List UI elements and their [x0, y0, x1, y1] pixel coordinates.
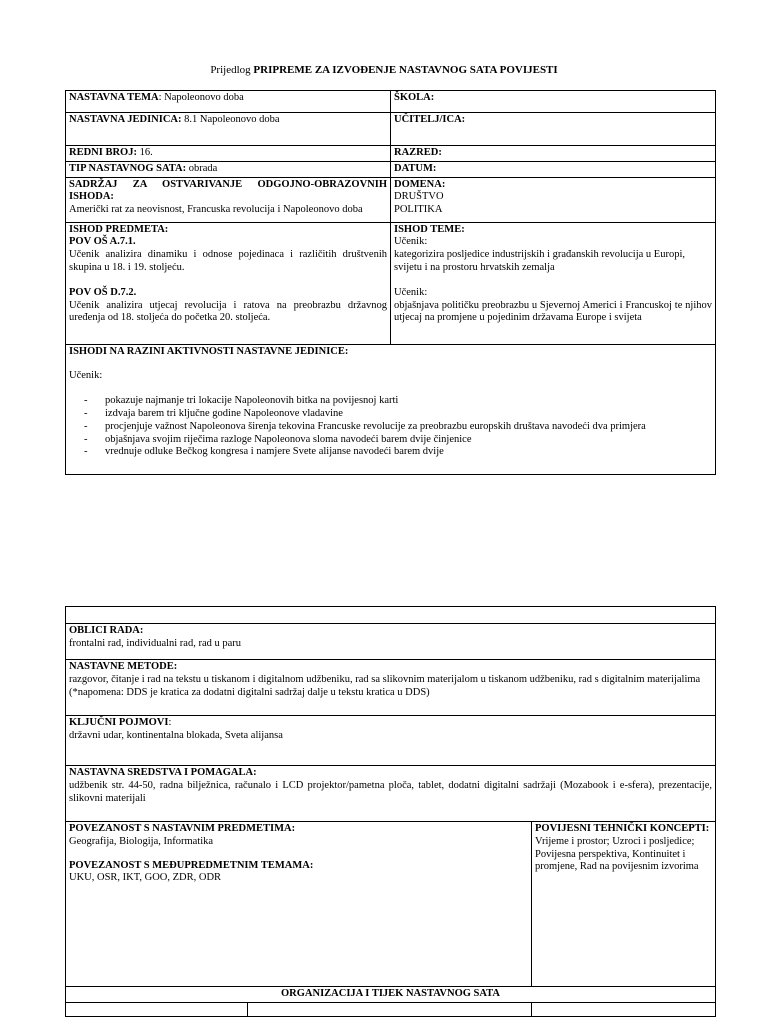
list-item: - pokazuje najmanje tri lokacije Napoleonovih bitka na povijesnoj karti: [105, 395, 712, 408]
list-item: - procjenjuje važnost Napoleonova širenja tekovina Francuske revolucije za preobrazbu europskih društava navodeći dva primjera: [105, 421, 712, 434]
table-cell: [66, 1003, 248, 1017]
pojmovi-colon: :: [168, 717, 172, 728]
ishod-predmeta-label: ISHOD PREDMETA:: [69, 223, 169, 235]
ucitelj-cell: UČITELJ/ICA:: [391, 113, 716, 146]
ishodi-ucenik: Učenik:: [69, 370, 103, 382]
domena-item-1: DRUŠTVO: [394, 191, 444, 203]
title-main: PRIPREME ZA IZVOĐENJE NASTAVNOG SATA POVIJESTI: [253, 64, 558, 76]
table-cell: [532, 1003, 716, 1017]
pov-a-text: Učenik analizira dinamiku i odnose pojedinaca i različitih društvenih skupina u 18. i 19. stoljeću.: [69, 249, 387, 273]
lesson-details-table: [65, 606, 716, 1017]
domena-label: DOMENA:: [394, 178, 446, 190]
list-item: - izdvaja barem tri ključne godine Napoleonove vladavine: [105, 408, 712, 421]
tip-label: TIP NASTAVNOG SATA:: [69, 162, 187, 174]
povezanost-teme-label: POVEZANOST S MEĐUPREDMETNIM TEMAMA:: [69, 859, 314, 871]
ishod-teme-ucenik-2: Učenik:: [394, 286, 428, 298]
table-cell: [248, 1003, 532, 1017]
jedinica-cell: [66, 113, 391, 146]
metode-note: (*napomena: DDS je kratica za dodatni digitalni sadržaj dalje u tekstu kratica u DDS): [69, 686, 430, 698]
metode-value: razgovor, čitanje i rad na tekstu u tiskanom i digitalnom udžbeniku, rad sa slikovnim materijalom u tiskanom udžbeniku, rad s digitalnim materijalima: [69, 673, 701, 685]
sadrzaj-cell: [66, 177, 391, 222]
pojmovi-cell: [66, 716, 716, 766]
jedinica-label: NASTAVNA JEDINICA:: [69, 114, 182, 125]
ishod-teme-text-2: objašnjava političku preobrazbu u Sjevernoj Americi i Francuskoj te njihov utjecaj na promjene u pojedinim državama Europe i svijeta: [394, 299, 712, 324]
datum-cell: DATUM:: [391, 161, 716, 177]
tip-value: obrada: [186, 162, 218, 174]
sadrzaj-value: Američki rat za neovisnost, Francuska revolucija i Napoleonovo doba: [69, 204, 363, 216]
tema-value: : Napoleonovo doba: [158, 92, 244, 103]
razred-cell: RAZRED:: [391, 146, 716, 162]
koncepti-value: Vrijeme i prostor; Uzroci i posljedice; Povijesna perspektiva, Kontinuitet i promjene, Rad na povijesnim izvorima: [535, 835, 699, 873]
oblici-cell: [66, 624, 716, 660]
ishodi-label: ISHODI NA RAZINI AKTIVNOSTI NASTAVNE JEDINICE:: [69, 345, 349, 357]
redni-value: 16.: [136, 147, 153, 158]
domena-cell: [391, 177, 716, 222]
metode-label: NASTAVNE METODE:: [69, 661, 178, 672]
sadrzaj-label: SADRŽAJ ZA OSTVARIVANJE ODGOJNO-OBRAZOVNIH ISHODA:: [69, 178, 387, 203]
list-item: - objašnjava svojim riječima razloge Napoleonova sloma navodeći barem dvije činjenice: [105, 434, 712, 447]
ishod-teme-label: ISHOD TEME:: [394, 223, 465, 235]
oblici-label: OBLICI RADA:: [69, 625, 144, 636]
pojmovi-label: KLJUČNI POJMOVI: [69, 717, 169, 728]
spacer-cell: [66, 607, 716, 624]
skola-cell: ŠKOLA:: [391, 91, 716, 113]
domena-item-2: POLITIKA: [394, 204, 443, 216]
tip-cell: [66, 161, 391, 177]
title-prefix: Prijedlog: [210, 64, 251, 76]
redni-label: REDNI BROJ:: [69, 147, 137, 158]
sredstva-cell: [66, 766, 716, 822]
tema-cell: [66, 91, 391, 113]
ishod-teme-text-1: kategorizira posljedice industrijskih i građanskih revolucija u Europi, svijetu i na prostoru hrvatskih zemalja: [394, 249, 686, 273]
ishodi-list: [69, 395, 712, 459]
ishod-teme-ucenik-1: Učenik:: [394, 236, 428, 248]
sredstva-label: NASTAVNA SREDSTVA I POMAGALA:: [69, 767, 257, 778]
list-item: - vrednuje odluke Bečkog kongresa i namjere Svete alijanse navodeći barem dvije: [105, 446, 712, 459]
redni-cell: [66, 146, 391, 162]
koncepti-cell: [532, 822, 716, 987]
koncepti-label: POVIJESNI TEHNIČKI KONCEPTI:: [535, 823, 710, 834]
pojmovi-value: državni udar, kontinentalna blokada, Sveta alijansa: [69, 729, 283, 741]
pov-a-code: POV OŠ A.7.1.: [69, 236, 136, 248]
organizacija-heading: ORGANIZACIJA I TIJEK NASTAVNOG SATA: [66, 987, 716, 1003]
oblici-value: frontalni rad, individualni rad, rad u paru: [69, 637, 242, 649]
povezanost-teme-value: UKU, OSR, IKT, GOO, ZDR, ODR: [69, 872, 222, 884]
povezanost-predmeti-label: POVEZANOST S NASTAVNIM PREDMETIMA:: [69, 823, 296, 834]
povezanost-predmeti-value: Geografija, Biologija, Informatika: [69, 835, 214, 847]
document-title: [0, 64, 768, 77]
metode-cell: [66, 660, 716, 716]
povezanost-cell: [66, 822, 532, 987]
ishodi-cell: [66, 344, 716, 474]
ishod-predmeta-cell: [66, 222, 391, 344]
jedinica-value: 8.1 Napoleonovo doba: [181, 114, 280, 125]
pov-d-code: POV OŠ D.7.2.: [69, 286, 137, 298]
lesson-header-table: [65, 90, 716, 475]
tema-label: NASTAVNA TEMA: [69, 92, 159, 103]
ishod-teme-cell: [391, 222, 716, 344]
sredstva-value: udžbenik str. 44-50, radna bilježnica, računalo i LCD projektor/pametna ploča, tablet, dodatni digitalni sadržaji (Mozabook i e-sfera), prezentacije, slikovni materijali: [69, 779, 713, 804]
pov-d-text: Učenik analizira utjecaj revolucija i ratova na preobrazbu državnog uređenja od 18. stoljeća do početka 20. stoljeća.: [69, 299, 387, 324]
